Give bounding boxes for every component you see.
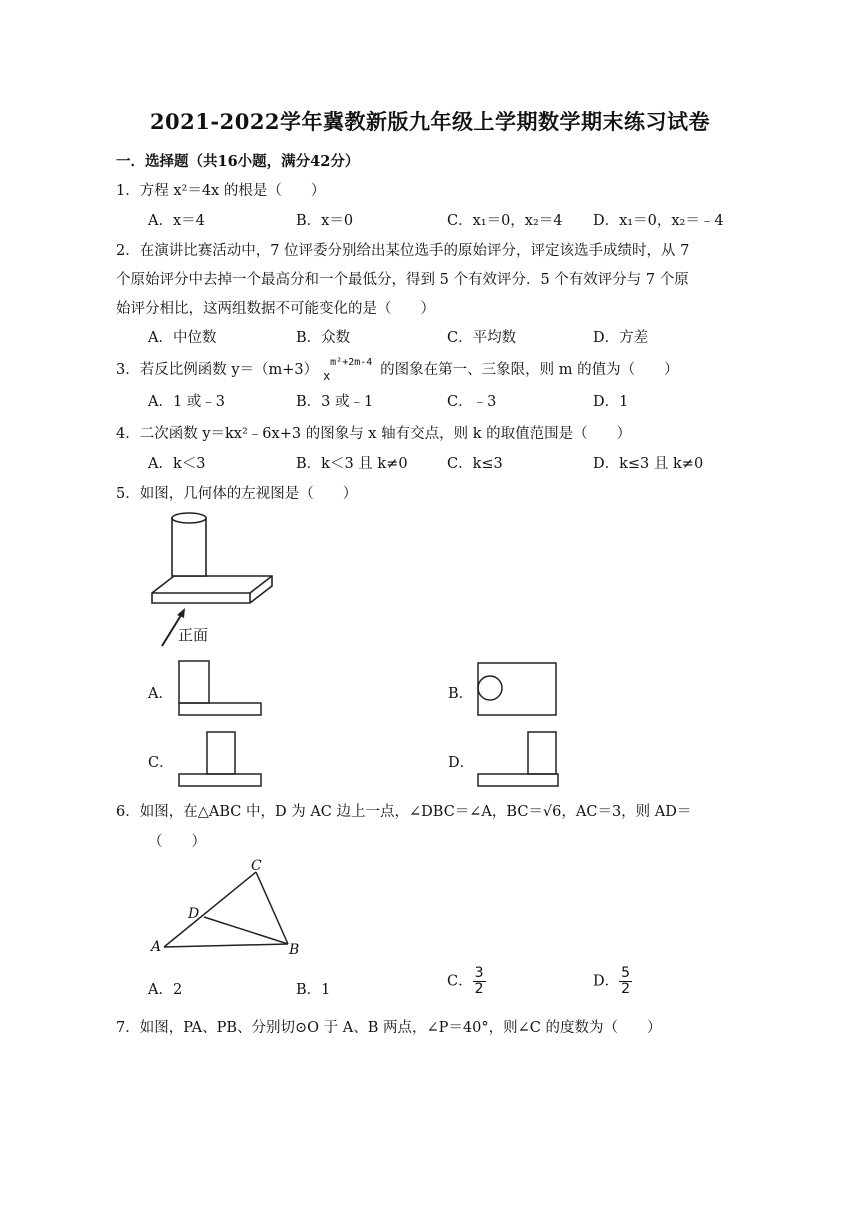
- question-1-stem: [116, 179, 325, 200]
- question-3-stem: [116, 357, 679, 383]
- q2-line-2: 个原始评分中去掉一个最高分和一个最低分，得到 5 个有效评分．5 个有效评分与 7 个原: [116, 272, 689, 288]
- q1-option-a: A．x＝4: [148, 213, 205, 229]
- q3-exponent: m²+2m-4: [330, 357, 373, 368]
- q3-option-d: D．1: [593, 394, 629, 410]
- q5-stem: 5．如图，几何体的左视图是（ ）: [116, 486, 358, 502]
- q6-option-c-letter: C．: [447, 973, 473, 990]
- q1-stem-post: 的根是（ ）: [219, 183, 326, 199]
- q5-solid-figure: [150, 508, 280, 648]
- q3-stem-post: 的图象在第一、三象限，则 m 的值为（ ）: [380, 362, 679, 378]
- q5-option-b: B．: [448, 686, 474, 702]
- q6-option-c: [447, 966, 486, 997]
- q4-stem: 4．二次函数 y＝kx²﹣6x+3 的图象与 x 轴有交点，则 k 的取值范围是（ ）: [116, 426, 632, 442]
- q6-label-c: C: [251, 858, 262, 874]
- q7-stem: 7．如图，PA、PB、分别切⊙O 于 A、B 两点，∠P＝40°，则∠C 的度数为（ ）: [116, 1020, 662, 1036]
- q4-option-a: A．k＜3: [148, 456, 206, 472]
- page-title: 2021-2022学年冀教新版九年级上学期数学期末练习试卷: [149, 109, 711, 134]
- q3-power-expression: [318, 357, 380, 383]
- q3-option-c: C．﹣3: [447, 394, 497, 410]
- q6-option-c-numerator: 3: [474, 965, 484, 981]
- q4-option-d: D．k≤3 且 k≠0: [593, 456, 704, 472]
- q5-option-a: A．: [148, 686, 173, 702]
- q5-option-c: C．: [148, 755, 174, 771]
- q6-option-d: [593, 966, 632, 997]
- q2-line-1: 2．在演讲比赛活动中，7 位评委分别给出某位选手的原始评分，评定该选手成绩时，从 7: [116, 243, 690, 259]
- q2-option-c: C．平均数: [447, 330, 517, 346]
- q2-line-3: 始评分相比，这两组数据不可能变化的是（ ）: [116, 301, 435, 317]
- q6-option-d-denominator: 2: [621, 981, 631, 997]
- q1-equation: x²＝4x: [173, 183, 220, 199]
- q6-option-d-fraction: [619, 966, 632, 997]
- q6-triangle-figure: [150, 856, 310, 962]
- q2-option-a: A．中位数: [148, 330, 217, 346]
- q3-base: x: [323, 369, 331, 383]
- q6-label-b: B: [289, 942, 300, 958]
- q4-option-b: B．k＜3 且 k≠0: [296, 456, 408, 472]
- q3-option-a: A．1 或﹣3: [148, 394, 226, 410]
- q5-front-label: 正面: [178, 626, 209, 644]
- q1-option-b: B．x＝0: [296, 213, 354, 229]
- q5-option-d-figure: [476, 730, 562, 788]
- q6-option-d-numerator: 5: [621, 965, 631, 981]
- q3-option-b: B．3 或﹣1: [296, 394, 374, 410]
- q5-option-d: D．: [448, 755, 475, 771]
- q6-line-1: 6．如图，在△ABC 中，D 为 AC 边上一点，∠DBC＝∠A，BC＝√6，AC＝3，则 AD＝: [116, 804, 692, 820]
- q1-stem-pre: 1．方程: [116, 183, 174, 199]
- q6-option-c-denominator: 2: [474, 981, 484, 997]
- q5-option-b-figure: [476, 661, 560, 717]
- q6-option-c-fraction: [473, 966, 486, 997]
- q1-option-d: D．x₁＝0，x₂＝﹣4: [593, 213, 724, 229]
- q6-option-a: A．2: [148, 982, 183, 998]
- q2-option-b: B．众数: [296, 330, 351, 346]
- q2-option-d: D．方差: [593, 330, 649, 346]
- q3-stem-pre: 3．若反比例函数 y＝（m+3）: [116, 362, 319, 378]
- q1-option-c: C．x₁＝0，x₂＝4: [447, 213, 563, 229]
- q6-line-2: （ ）: [148, 834, 206, 850]
- q6-label-a: A: [151, 939, 162, 955]
- q6-option-b: B．1: [296, 982, 331, 998]
- q6-label-d: D: [188, 906, 200, 922]
- q6-option-d-letter: D．: [593, 973, 620, 990]
- section-heading: 一．选择题（共16小题，满分42分）: [116, 153, 360, 170]
- q5-option-a-figure: [177, 660, 263, 718]
- q4-option-c: C．k≤3: [447, 456, 503, 472]
- q5-option-c-figure: [177, 730, 263, 788]
